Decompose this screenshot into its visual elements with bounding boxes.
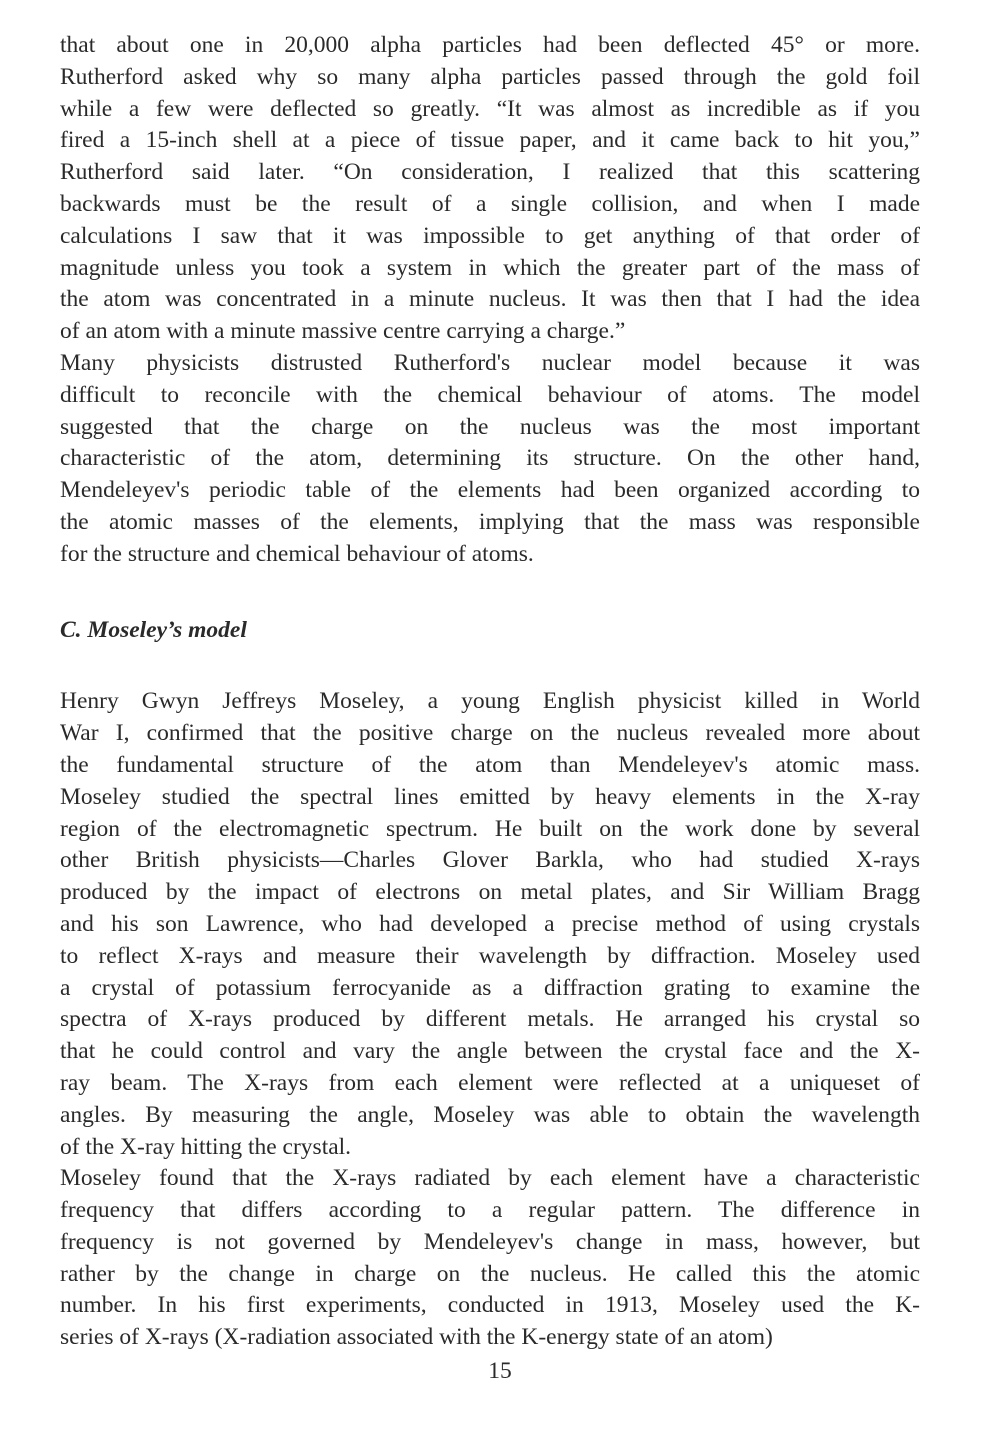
bottom-section xyxy=(60,686,920,1354)
text-line: a crystal of potassium ferrocyanide as a diffraction grating to examine the xyxy=(60,974,920,1001)
text-line: difficult to reconcile with the chemical behaviour of atoms. The model xyxy=(60,381,920,408)
text-line: Mendeleyev's periodic table of the elements had been organized according to xyxy=(60,477,920,504)
text-line: for the structure and chemical behaviour of atoms. xyxy=(60,540,534,567)
text-line: that about one in 20,000 alpha particles had been deflected 45° or more. xyxy=(60,32,920,58)
text-line: that he could control and vary the angle between the crystal face and the X- xyxy=(60,1038,920,1065)
page-body xyxy=(60,30,920,1354)
text-line: series of X-rays (X-radiation associated with the K-energy state of an atom) xyxy=(60,1324,773,1351)
text-line: Rutherford said later. “On consideration, I realized that this scattering xyxy=(60,159,920,186)
section-heading: C. Moseley’s model xyxy=(60,616,247,643)
paragraph xyxy=(60,30,920,348)
text-line: ray beam. The X-rays from each element were reflected at a uniqueset of xyxy=(60,1069,920,1096)
text-line: suggested that the charge on the nucleus was the most important xyxy=(60,413,920,440)
text-line: region of the electromagnetic spectrum. He built on the work done by several xyxy=(60,815,920,842)
text-line: War I, confirmed that the positive charge on the nucleus revealed more about xyxy=(60,720,920,747)
text-line: the atomic masses of the elements, implying that the mass was responsible xyxy=(60,508,920,535)
paragraph xyxy=(60,1163,920,1354)
text-line: frequency that differs according to a regular pattern. The difference in xyxy=(60,1197,920,1224)
text-line: of the X-ray hitting the crystal. xyxy=(60,1133,352,1160)
text-line: of an atom with a minute massive centre carrying a charge.” xyxy=(60,318,626,345)
text-line: other British physicists—Charles Glover Barkla, who had studied X-rays xyxy=(60,847,920,874)
text-line: Many physicists distrusted Rutherford's nuclear model because it was xyxy=(60,349,920,376)
paragraph xyxy=(60,686,920,1163)
text-line: the fundamental structure of the atom than Mendeleyev's atomic mass. xyxy=(60,751,920,778)
text-line: magnitude unless you took a system in which the greater part of the mass of xyxy=(60,254,920,281)
text-line: number. In his first experiments, conducted in 1913, Moseley used the K- xyxy=(60,1292,920,1319)
text-line: rather by the change in charge on the nucleus. He called this the atomic xyxy=(60,1260,920,1287)
text-line: Moseley studied the spectral lines emitted by heavy elements in the X-ray xyxy=(60,783,920,810)
text-line: to reflect X-rays and measure their wavelength by diffraction. Moseley used xyxy=(60,942,920,969)
text-line: spectra of X-rays produced by different metals. He arranged his crystal so xyxy=(60,1006,920,1033)
text-line: produced by the impact of electrons on metal plates, and Sir William Bragg xyxy=(60,879,920,906)
text-line: calculations I saw that it was impossible to get anything of that order of xyxy=(60,222,920,249)
text-line: characteristic of the atom, determining its structure. On the other hand, xyxy=(60,445,920,472)
text-line: fired a 15-inch shell at a piece of tissue paper, and it came back to hit you,” xyxy=(60,127,920,154)
text-line: Henry Gwyn Jeffreys Moseley, a young English physicist killed in World xyxy=(60,688,920,715)
text-line: while a few were deflected so greatly. “It was almost as incredible as if you xyxy=(60,95,920,122)
text-line: and his son Lawrence, who had developed a precise method of using crystals xyxy=(60,910,920,937)
top-section xyxy=(60,30,920,571)
text-line: Rutherford asked why so many alpha particles passed through the gold foil xyxy=(60,63,920,90)
page-number: 15 xyxy=(488,1358,512,1384)
text-line: Moseley found that the X-rays radiated by each element have a characteristic xyxy=(60,1165,920,1192)
text-line: frequency is not governed by Mendeleyev's change in mass, however, but xyxy=(60,1228,920,1255)
paragraph xyxy=(60,348,920,571)
text-line: backwards must be the result of a single collision, and when I made xyxy=(60,190,920,217)
text-line: the atom was concentrated in a minute nucleus. It was then that I had the idea xyxy=(60,286,920,313)
text-line: angles. By measuring the angle, Moseley was able to obtain the wavelength xyxy=(60,1101,920,1128)
